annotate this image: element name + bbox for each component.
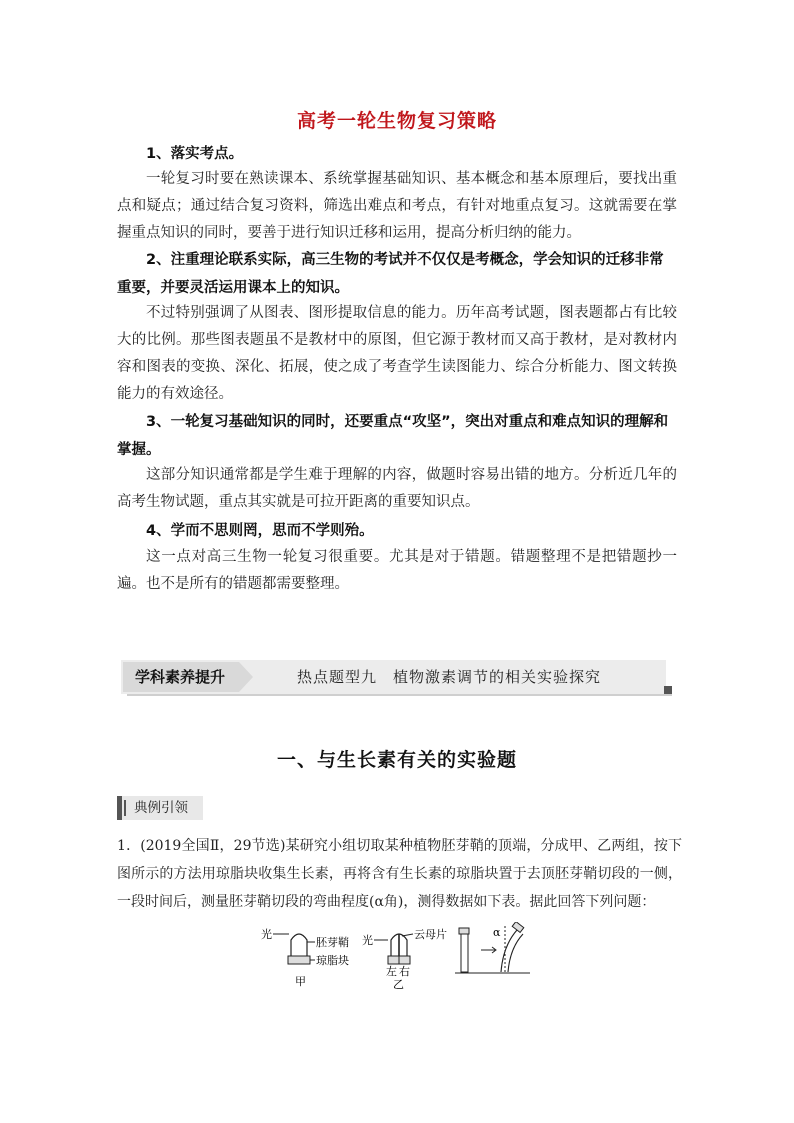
banner-corner-mark: [664, 686, 672, 694]
point-1-body: 一轮复习时要在熟读课本、系统掌握基础知识、基本概念和基本原理后，要找出重点和疑点；通过结合复习资料，筛选出难点和考点，有针对地重点复习。这就需要在掌握重点知识的同时，要善于进行知识迁移和运用，提高分析归纳的能力。: [117, 171, 677, 241]
point-2-body: 不过特别强调了从图表、图形提取信息的能力。历年高考试题，图表题都占有比较大的比例。那些图表题虽不是教材中的原图，但它源于教材而又高于教材，是对教材内容和图表的变换、深化、拓展，使之成了考查学生读图能力、综合分析能力、图文转换能力的有效途径。: [117, 305, 677, 402]
point-3-heading: 3、一轮复习基础知识的同时，还要重点“攻坚”，突出对重点和难点知识的理解和掌握。: [117, 414, 669, 458]
fig-pointer-mica: [402, 934, 413, 936]
experiment-figure: [255, 922, 545, 992]
fig-coleoptile-label: 胚芽鞘: [316, 936, 349, 949]
banner-tag: 学科素养提升: [123, 662, 239, 692]
fig-agar-on-segment: [459, 928, 469, 934]
point-2-heading: 2、注重理论联系实际，高三生物的考试并不仅仅是考概念，学会知识的迁移非常重要，并要灵活运用课本上的知识。: [117, 252, 664, 296]
fig-agar-on-bent: [512, 922, 524, 932]
fig-left-label: 左: [386, 965, 397, 978]
fig-segment-bent: [501, 930, 523, 972]
fig-label-jia: 甲: [295, 975, 306, 988]
section-title: 一、与生长素有关的实验题: [276, 749, 517, 771]
point-4-body: 这一点对高三生物一轮复习很重要。尤其是对于错题。错题整理不是把错题抄一遍。也不是所有的错题都需要整理。: [117, 549, 677, 592]
point-3-body: 这部分知识通常都是学生难于理解的内容，做题时容易出错的地方。分析近几年的高考生物试题，重点其实就是可拉开距离的重要知识点。: [117, 467, 677, 510]
fig-light-label-2: 光: [362, 934, 373, 947]
fig-alpha-label: α: [493, 926, 501, 939]
fig-agar-right: [399, 956, 410, 964]
fig-agar-label: 琼脂块: [316, 954, 349, 967]
example-tag: 典例引领: [117, 796, 203, 820]
question-1: 1．(2019全国Ⅱ，29节选)某研究小组切取某种植物胚芽鞘的顶端，分成甲、乙两组，按下图所示的方法用琼脂块收集生长素，再将含有生长素的琼脂块置于去顶胚芽鞘切段的一侧，一段时间后，测量胚芽鞘切段的弯曲程度(α角)，测得数据如下表。据此回答下列问题：: [117, 838, 682, 910]
fig-agar-left: [388, 956, 399, 964]
fig-mica-label: 云母片: [414, 928, 447, 941]
fig-right-label: 右: [399, 965, 410, 978]
point-4-heading: 4、学而不思则罔，思而不学则殆。: [146, 523, 374, 539]
fig-coleoptile-jia: [291, 934, 307, 956]
fig-segment-straight: [461, 934, 468, 972]
point-1-heading: 1、落实考点。: [146, 146, 244, 162]
fig-light-label-1: 光: [261, 928, 272, 941]
document-title: 高考一轮生物复习策略: [296, 110, 497, 132]
fig-label-yi: 乙: [393, 978, 404, 991]
topic-banner: [121, 660, 672, 696]
banner-text: 热点题型九 植物激素调节的相关实验探究: [297, 668, 602, 686]
fig-agar-jia: [288, 956, 310, 964]
